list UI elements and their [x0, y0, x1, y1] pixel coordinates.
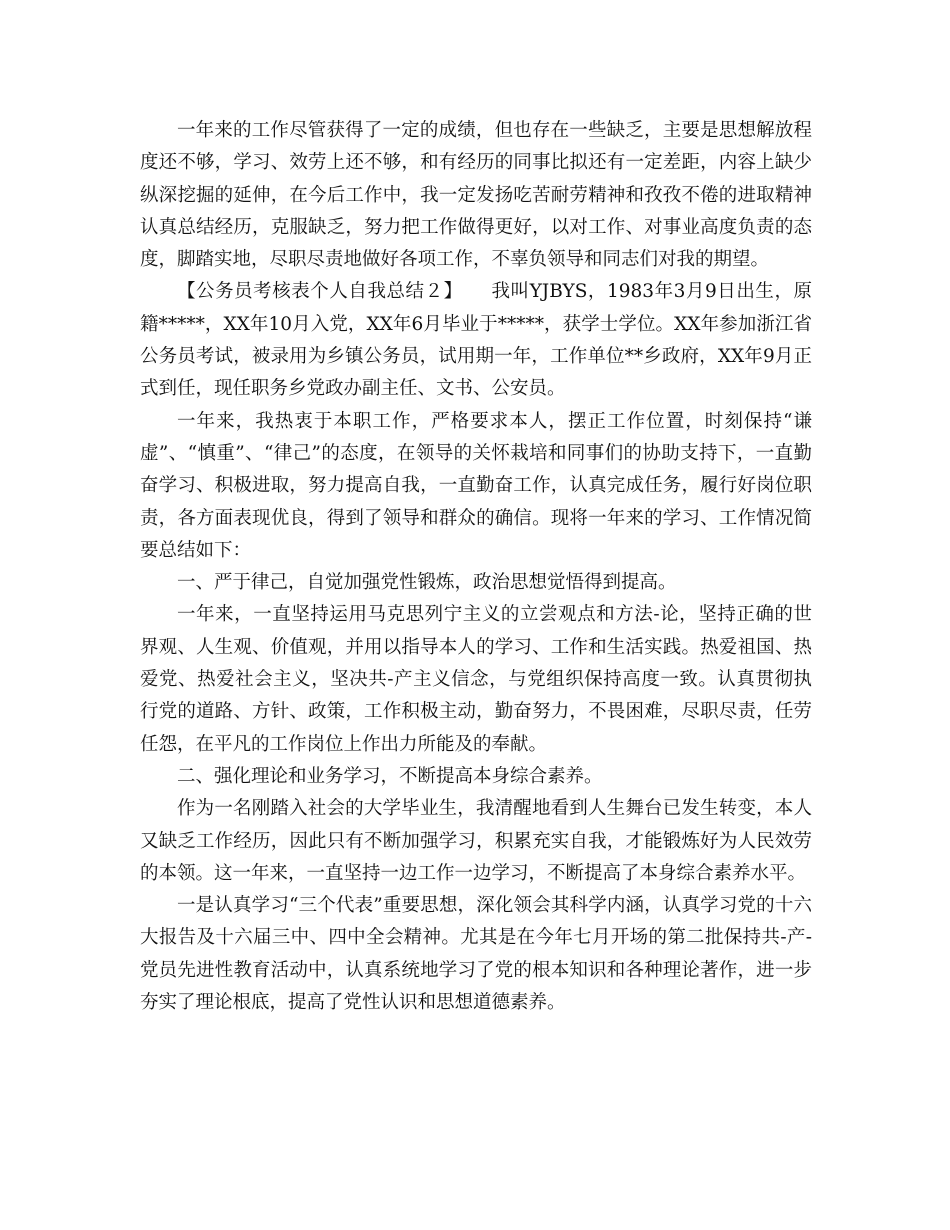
document-body: [140, 115, 812, 1019]
paragraph-4: 一年来，一直坚持运用马克思列宁主义的立尝观点和方法-论，坚持正确的世界观、人生观、价值观，并用以指导本人的学习、工作和生活实践。热爱祖国、热爱党、热爱社会主义，坚决共-产主义信念，与党组织保持高度一致。认真贯彻执行党的道路、方针、政策，工作积极主动，勤奋努力，不畏困难，尽职尽责，任劳任怨，在平凡的工作岗位上作出力所能及的奉献。: [140, 604, 812, 755]
paragraph-5: 作为一名刚踏入社会的大学毕业生，我清醒地看到人生舞台已发生转变，本人又缺乏工作经历，因此只有不断加强学习，积累充实自我，才能锻炼好为人民效劳的本领。这一年来，一直坚持一边工作一边学习，不断提高了本身综合素养水平。: [140, 798, 812, 884]
section-heading-2: 二、强化理论和业务学习，不断提高本身综合素养。: [177, 765, 603, 787]
paragraph-3: 一年来，我热衷于本职工作，严格要求本人，摆正工作位置，时刻保持“谦虚”、“慎重”、“律己”的态度，在领导的关怀栽培和同事们的协助支持下，一直勤奋学习、积极进取，努力提高自我，一直勤奋工作，认真完成任务，履行好岗位职责，各方面表现优良，得到了领导和群众的确信。现将一年来的学习、工作情况简要总结如下：: [140, 410, 812, 561]
paragraph-2: 【公务员考核表个人自我总结２】 我叫YJBYS，1983年3月9日出生，原籍*****，XX年10月入党，XX年6月毕业于*****，获学士学位。XX年参加浙江省公务员考试，被录用为乡镇公务员，试用期一年，工作单位**乡政府，XX年9月正式到任，现任职务乡党政办副主任、文书、公安员。: [140, 281, 812, 400]
section-heading-1: 一、严于律己，自觉加强党性锻炼，政治思想觉悟得到提高。: [177, 572, 677, 594]
paragraph-6: 一是认真学习“三个代表”重要思想，深化领会其科学内涵，认真学习党的十六大报告及十六届三中、四中全会精神。尤其是在今年七月开场的第二批保持共-产-党员先进性教育活动中，认真系统地学习了党的根本知识和各种理论著作，进一步夯实了理论根底，提高了党性认识和思想道德素养。: [140, 895, 812, 1014]
paragraph-1: 一年来的工作尽管获得了一定的成绩，但也存在一些缺乏，主要是思想解放程度还不够，学习、效劳上还不够，和有经历的同事比拟还有一定差距，内容上缺少纵深挖掘的延伸，在今后工作中，我一定发扬吃苦耐劳精神和孜孜不倦的进取精神认真总结经历，克服缺乏，努力把工作做得更好，以对工作、对事业高度负责的态度，脚踏实地，尽职尽责地做好各项工作，不辜负领导和同志们对我的期望。: [140, 120, 812, 271]
